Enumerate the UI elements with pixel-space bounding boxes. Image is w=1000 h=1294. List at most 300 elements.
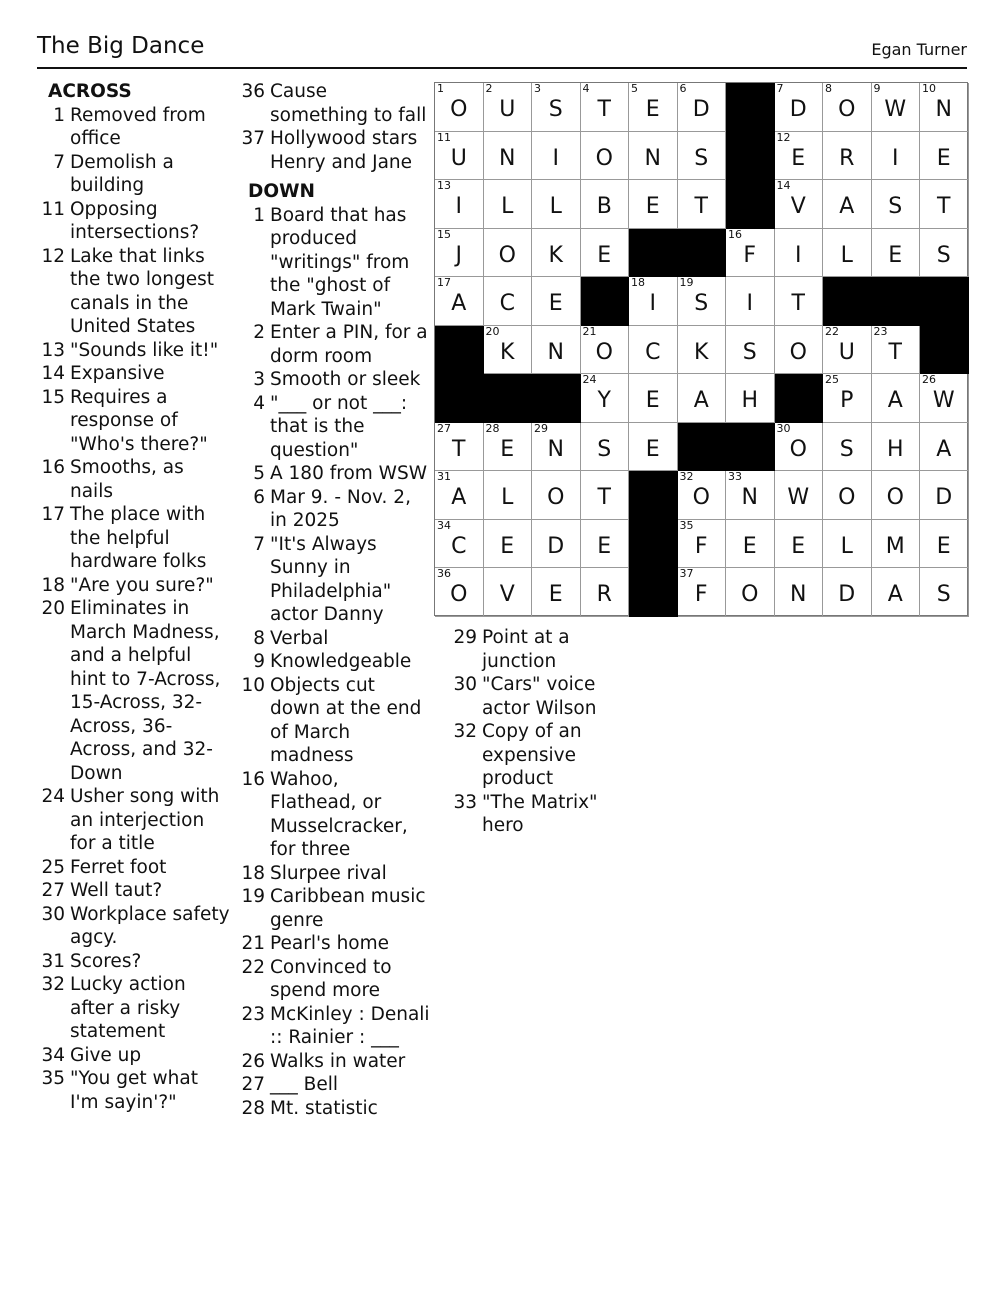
cell-letter: O [547, 485, 565, 510]
grid-cell[interactable] [629, 326, 678, 375]
cell-letter: A [936, 436, 952, 462]
cell-number: 23 [873, 324, 888, 338]
grid-cell[interactable] [532, 520, 581, 569]
clues-column-1 [40, 80, 230, 1114]
cell-letter: E [888, 242, 903, 268]
cell-number: 12 [776, 130, 791, 144]
puzzle-author: Egan Turner [871, 40, 967, 59]
grid-cell[interactable] [581, 326, 630, 375]
cell-letter: E [645, 97, 660, 122]
grid-cell[interactable] [775, 180, 824, 229]
grid-cell[interactable] [823, 423, 872, 472]
cell-letter: M [885, 533, 905, 559]
cell-letter: D [838, 582, 856, 607]
grid-cell[interactable] [823, 83, 872, 132]
cell-letter: O [450, 97, 468, 122]
cell-letter: T [452, 436, 466, 462]
cell-letter: E [597, 242, 612, 268]
grid-cell[interactable] [532, 568, 581, 617]
grid-cell[interactable] [484, 520, 533, 569]
clue-number: 20 [41, 598, 65, 619]
clue-item [240, 127, 430, 174]
clue-item [40, 151, 230, 198]
clue-item [240, 932, 430, 956]
grid-cell[interactable] [532, 326, 581, 375]
grid-cell[interactable] [920, 83, 969, 132]
grid-cell[interactable] [726, 520, 775, 569]
clue-number: 1 [253, 204, 265, 226]
cell-letter: T [597, 485, 611, 510]
cell-letter: A [887, 388, 903, 413]
clue-number: 31 [41, 950, 65, 972]
grid-cell[interactable] [726, 277, 775, 326]
grid-cell[interactable] [581, 423, 630, 472]
grid-block [920, 326, 969, 375]
grid-cell[interactable] [484, 132, 533, 181]
cell-letter: S [936, 242, 951, 268]
grid-cell[interactable] [775, 471, 824, 520]
grid-cell[interactable] [629, 132, 678, 181]
grid-cell[interactable] [920, 423, 969, 472]
clues-column-3 [452, 626, 632, 838]
clue-number: 22 [241, 956, 265, 978]
clue-text: Verbal [270, 627, 329, 649]
cell-letter: D [935, 485, 953, 510]
grid-cell[interactable] [629, 180, 678, 229]
cell-letter: A [451, 485, 467, 510]
clue-item [40, 456, 230, 503]
cell-letter: O [595, 145, 613, 171]
clue-text: Lucky action after a risky statement [70, 974, 186, 1042]
cell-letter: V [499, 582, 515, 607]
grid-block [581, 277, 630, 326]
clue-number: 26 [241, 1050, 265, 1072]
cell-letter: O [692, 485, 710, 510]
grid-cell[interactable] [775, 568, 824, 617]
grid-cell[interactable] [581, 132, 630, 181]
cell-number: 8 [825, 82, 832, 95]
cell-number: 18 [631, 276, 645, 289]
grid-block [678, 229, 727, 278]
cell-letter: E [500, 436, 515, 462]
cell-number: 37 [679, 567, 694, 580]
clue-text: Smooth or sleek [270, 369, 421, 390]
grid-cell[interactable] [823, 229, 872, 278]
clue-number: 33 [453, 791, 477, 813]
grid-cell[interactable] [435, 229, 484, 278]
grid-cell[interactable] [435, 132, 484, 181]
down-heading: DOWN [248, 181, 315, 202]
grid-cell[interactable] [726, 374, 775, 423]
grid-cell[interactable] [532, 229, 581, 278]
cell-letter: T [937, 194, 951, 219]
clue-item [40, 1067, 230, 1114]
grid-cell[interactable] [581, 568, 630, 617]
grid-cell[interactable] [872, 568, 921, 617]
cell-number: 9 [873, 82, 881, 95]
clue-text: McKinley : Denali :: Rainier : ___ [270, 1003, 430, 1048]
grid-cell[interactable] [678, 83, 727, 132]
clue-number: 16 [41, 457, 65, 478]
grid-cell[interactable] [532, 83, 581, 132]
grid-cell[interactable] [678, 471, 727, 520]
cell-letter: O [838, 485, 856, 510]
grid-cell[interactable] [581, 471, 630, 520]
clues-column-2 [240, 80, 430, 1120]
cell-letter: N [547, 436, 564, 462]
clue-item [40, 597, 230, 785]
clue-number: 18 [241, 862, 265, 884]
clue-number: 28 [241, 1097, 265, 1119]
puzzle-title: The Big Dance [37, 33, 205, 59]
cell-letter: S [694, 145, 709, 171]
cell-letter: T [888, 339, 902, 365]
cell-letter: F [743, 242, 757, 268]
cell-letter: K [694, 339, 709, 365]
grid-cell[interactable] [872, 423, 921, 472]
grid-block [678, 423, 727, 472]
cell-letter: N [741, 485, 758, 510]
grid-cell[interactable] [920, 229, 969, 278]
grid-cell[interactable] [484, 229, 533, 278]
cell-letter: L [840, 242, 853, 268]
cell-letter: H [741, 388, 759, 413]
grid-cell[interactable] [872, 229, 921, 278]
cell-letter: O [789, 339, 807, 365]
clue-item [40, 973, 230, 1044]
cell-number: 19 [679, 276, 694, 289]
grid-cell[interactable] [823, 471, 872, 520]
clue-number: 29 [453, 627, 477, 648]
clue-number: 12 [41, 245, 65, 267]
clue-item [40, 574, 230, 598]
cell-number: 5 [631, 82, 638, 95]
grid-cell[interactable] [775, 277, 824, 326]
cell-letter: E [645, 436, 660, 462]
grid-cell[interactable] [726, 229, 775, 278]
grid-cell[interactable] [678, 568, 727, 617]
clue-number: 16 [241, 768, 265, 790]
clue-item [452, 720, 632, 791]
grid-cell[interactable] [872, 132, 921, 181]
grid-block [435, 326, 484, 375]
grid-cell[interactable] [581, 83, 630, 132]
grid-cell[interactable] [872, 471, 921, 520]
cell-letter: D [547, 533, 565, 559]
grid-cell[interactable] [629, 423, 678, 472]
clue-number: 27 [41, 880, 65, 901]
clue-text: Demolish a building [70, 151, 174, 196]
header-divider [37, 67, 967, 69]
grid-cell[interactable] [920, 374, 969, 423]
clue-item [240, 1097, 430, 1121]
cell-number: 17 [437, 276, 451, 289]
grid-block [629, 568, 678, 617]
cell-number: 26 [922, 373, 936, 386]
clue-item [240, 392, 430, 463]
grid-block [726, 423, 775, 472]
clue-item [240, 1050, 430, 1074]
clue-item [40, 903, 230, 950]
clue-number: 23 [241, 1003, 265, 1025]
grid-cell[interactable] [678, 180, 727, 229]
clue-text: Walks in water [270, 1050, 406, 1072]
grid-cell[interactable] [775, 520, 824, 569]
clue-number: 25 [41, 856, 65, 878]
cell-letter: I [455, 194, 462, 219]
clue-number: 30 [41, 903, 65, 925]
clue-text: Pearl's home [270, 933, 390, 954]
cell-letter: P [840, 388, 854, 413]
grid-cell[interactable] [678, 277, 727, 326]
clue-text: Objects cut down at the end of March madness [270, 674, 422, 766]
grid-cell[interactable] [678, 374, 727, 423]
grid-cell[interactable] [581, 520, 630, 569]
clue-number: 11 [41, 198, 65, 220]
grid-cell[interactable] [435, 83, 484, 132]
clue-text: "Sounds like it!" [70, 339, 219, 361]
cell-letter: E [936, 145, 951, 171]
cell-letter: O [741, 582, 759, 607]
grid-cell[interactable] [532, 180, 581, 229]
cell-letter: W [932, 388, 955, 413]
grid-block [629, 229, 678, 278]
clue-text: Requires a response of "Who's there?" [70, 386, 208, 455]
grid-cell[interactable] [775, 132, 824, 181]
clue-item [452, 791, 632, 838]
grid-cell[interactable] [823, 180, 872, 229]
clue-number: 30 [453, 674, 477, 695]
cell-number: 6 [679, 82, 687, 95]
grid-cell[interactable] [775, 229, 824, 278]
grid-cell[interactable] [920, 568, 969, 617]
grid-cell[interactable] [726, 568, 775, 617]
cell-letter: A [451, 291, 467, 316]
grid-cell[interactable] [775, 423, 824, 472]
cell-letter: L [840, 533, 853, 559]
clue-item [240, 1003, 430, 1050]
cell-letter: W [884, 97, 907, 122]
clue-item [240, 627, 430, 651]
cell-number: 28 [485, 421, 500, 435]
cell-number: 31 [437, 470, 451, 483]
grid-block [920, 277, 969, 326]
clue-item [240, 885, 430, 932]
cell-letter: F [694, 582, 708, 607]
grid-cell[interactable] [920, 132, 969, 181]
cell-number: 21 [582, 324, 597, 338]
cell-letter: A [839, 194, 855, 219]
clue-text: Wahoo, Flathead, or Musselcracker, for three [270, 768, 408, 860]
grid-cell[interactable] [435, 277, 484, 326]
clue-item [240, 486, 430, 533]
grid-cell[interactable] [678, 326, 727, 375]
grid-cell[interactable] [532, 423, 581, 472]
grid-cell[interactable] [823, 520, 872, 569]
clue-text: "You get what I'm sayin'?" [70, 1068, 198, 1113]
grid-cell[interactable] [872, 520, 921, 569]
cell-letter: D [789, 97, 807, 122]
grid-cell[interactable] [435, 568, 484, 617]
grid-cell[interactable] [435, 180, 484, 229]
grid-cell[interactable] [823, 568, 872, 617]
across-heading: ACROSS [48, 81, 132, 102]
grid-block [872, 277, 921, 326]
cell-number: 1 [437, 82, 444, 95]
grid-cell[interactable] [920, 520, 969, 569]
clue-number: 24 [41, 786, 65, 807]
cell-letter: H [886, 436, 904, 462]
grid-cell[interactable] [484, 423, 533, 472]
cell-letter: O [498, 242, 516, 268]
cell-number: 7 [776, 82, 784, 95]
clue-text: Expansive [70, 363, 165, 384]
cell-letter: E [645, 194, 660, 219]
clue-text: Well taut? [70, 880, 163, 901]
clue-number: 6 [253, 486, 265, 508]
grid-cell[interactable] [823, 132, 872, 181]
clue-number: 35 [41, 1068, 65, 1089]
cell-letter: N [790, 582, 807, 607]
clue-text: Removed from office [70, 104, 206, 149]
grid-cell[interactable] [581, 374, 630, 423]
clue-text: Convinced to spend more [270, 956, 392, 1001]
grid-cell[interactable] [581, 229, 630, 278]
grid-cell[interactable] [484, 471, 533, 520]
grid-cell[interactable] [484, 326, 533, 375]
grid-cell[interactable] [872, 180, 921, 229]
clue-number: 9 [253, 651, 265, 672]
clue-item [40, 879, 230, 903]
cell-letter: V [790, 194, 806, 219]
cell-letter: U [499, 97, 516, 122]
grid-cell[interactable] [678, 132, 727, 181]
cell-letter: E [500, 533, 515, 559]
cell-letter: E [645, 388, 660, 413]
grid-cell[interactable] [435, 471, 484, 520]
grid-cell[interactable] [678, 520, 727, 569]
grid-cell[interactable] [532, 132, 581, 181]
cell-number: 30 [776, 421, 791, 435]
cell-letter: L [501, 485, 514, 510]
grid-cell[interactable] [629, 374, 678, 423]
grid-cell[interactable] [775, 326, 824, 375]
grid-block [435, 374, 484, 423]
crossword-grid [434, 82, 968, 616]
clue-number: 19 [241, 886, 265, 907]
grid-block [629, 471, 678, 520]
clue-item [40, 362, 230, 386]
cell-letter: T [791, 291, 805, 316]
grid-cell[interactable] [532, 471, 581, 520]
clue-text: Opposing intersections? [70, 198, 200, 243]
clue-number: 3 [253, 369, 265, 390]
cell-letter: I [795, 242, 802, 268]
cell-number: 33 [728, 470, 742, 483]
clue-number: 34 [41, 1044, 65, 1066]
cell-letter: E [791, 145, 806, 171]
cell-letter: F [694, 533, 708, 559]
clue-item [240, 674, 430, 768]
cell-letter: I [746, 291, 753, 316]
cell-letter: I [649, 291, 656, 316]
cell-number: 10 [922, 82, 936, 95]
grid-cell[interactable] [726, 471, 775, 520]
grid-cell[interactable] [823, 326, 872, 375]
clue-text: Knowledgeable [270, 651, 412, 672]
clue-number: 7 [53, 151, 65, 173]
grid-cell[interactable] [872, 83, 921, 132]
clue-item [40, 104, 230, 151]
grid-cell[interactable] [629, 277, 678, 326]
clue-text: Usher song with an interjection for a title [70, 786, 220, 854]
cell-letter: S [888, 194, 903, 219]
grid-cell[interactable] [920, 471, 969, 520]
grid-cell[interactable] [775, 83, 824, 132]
clue-text: Smooths, as nails [70, 457, 184, 502]
grid-cell[interactable] [872, 374, 921, 423]
clue-number: 32 [41, 974, 65, 995]
cell-number: 2 [485, 82, 493, 95]
grid-block [484, 374, 533, 423]
clue-number: 13 [41, 339, 65, 361]
clue-item [240, 768, 430, 862]
grid-cell[interactable] [920, 180, 969, 229]
grid-block [726, 180, 775, 229]
grid-cell[interactable] [532, 277, 581, 326]
cell-number: 35 [679, 518, 694, 532]
clue-number: 7 [253, 533, 265, 555]
clue-number: 10 [241, 674, 265, 696]
cell-number: 29 [534, 421, 548, 435]
cell-letter: K [548, 242, 563, 268]
grid-cell[interactable] [726, 326, 775, 375]
grid-cell[interactable] [435, 520, 484, 569]
clue-item [240, 368, 430, 392]
grid-cell[interactable] [484, 180, 533, 229]
cell-number: 16 [728, 227, 742, 241]
cell-letter: O [886, 485, 904, 510]
cell-letter: O [789, 436, 807, 462]
clue-number: 27 [241, 1074, 265, 1095]
cell-letter: C [499, 291, 515, 316]
grid-cell[interactable] [581, 180, 630, 229]
cell-number: 22 [825, 324, 839, 338]
clue-text: ___ Bell [270, 1074, 338, 1095]
grid-cell[interactable] [872, 326, 921, 375]
cell-letter: E [597, 533, 612, 559]
clue-text: Lake that links the two longest canals in the United States [70, 245, 215, 337]
cell-letter: J [455, 242, 462, 268]
grid-cell[interactable] [484, 83, 533, 132]
clue-text: Board that has produced "writings" from the "ghost of Mark Twain" [270, 204, 410, 320]
grid-cell[interactable] [484, 568, 533, 617]
cell-letter: T [694, 194, 708, 219]
clue-number: 5 [253, 463, 265, 484]
grid-cell[interactable] [823, 374, 872, 423]
clue-number: 21 [241, 933, 265, 954]
clue-item [240, 956, 430, 1003]
clue-text: Give up [70, 1044, 142, 1066]
grid-cell[interactable] [629, 83, 678, 132]
grid-cell[interactable] [435, 423, 484, 472]
clue-text: "Cars" voice actor Wilson [482, 674, 597, 719]
clue-item [240, 650, 430, 674]
grid-cell[interactable] [484, 277, 533, 326]
clue-item [240, 462, 430, 486]
grid-block [823, 277, 872, 326]
cell-letter: C [645, 339, 661, 365]
